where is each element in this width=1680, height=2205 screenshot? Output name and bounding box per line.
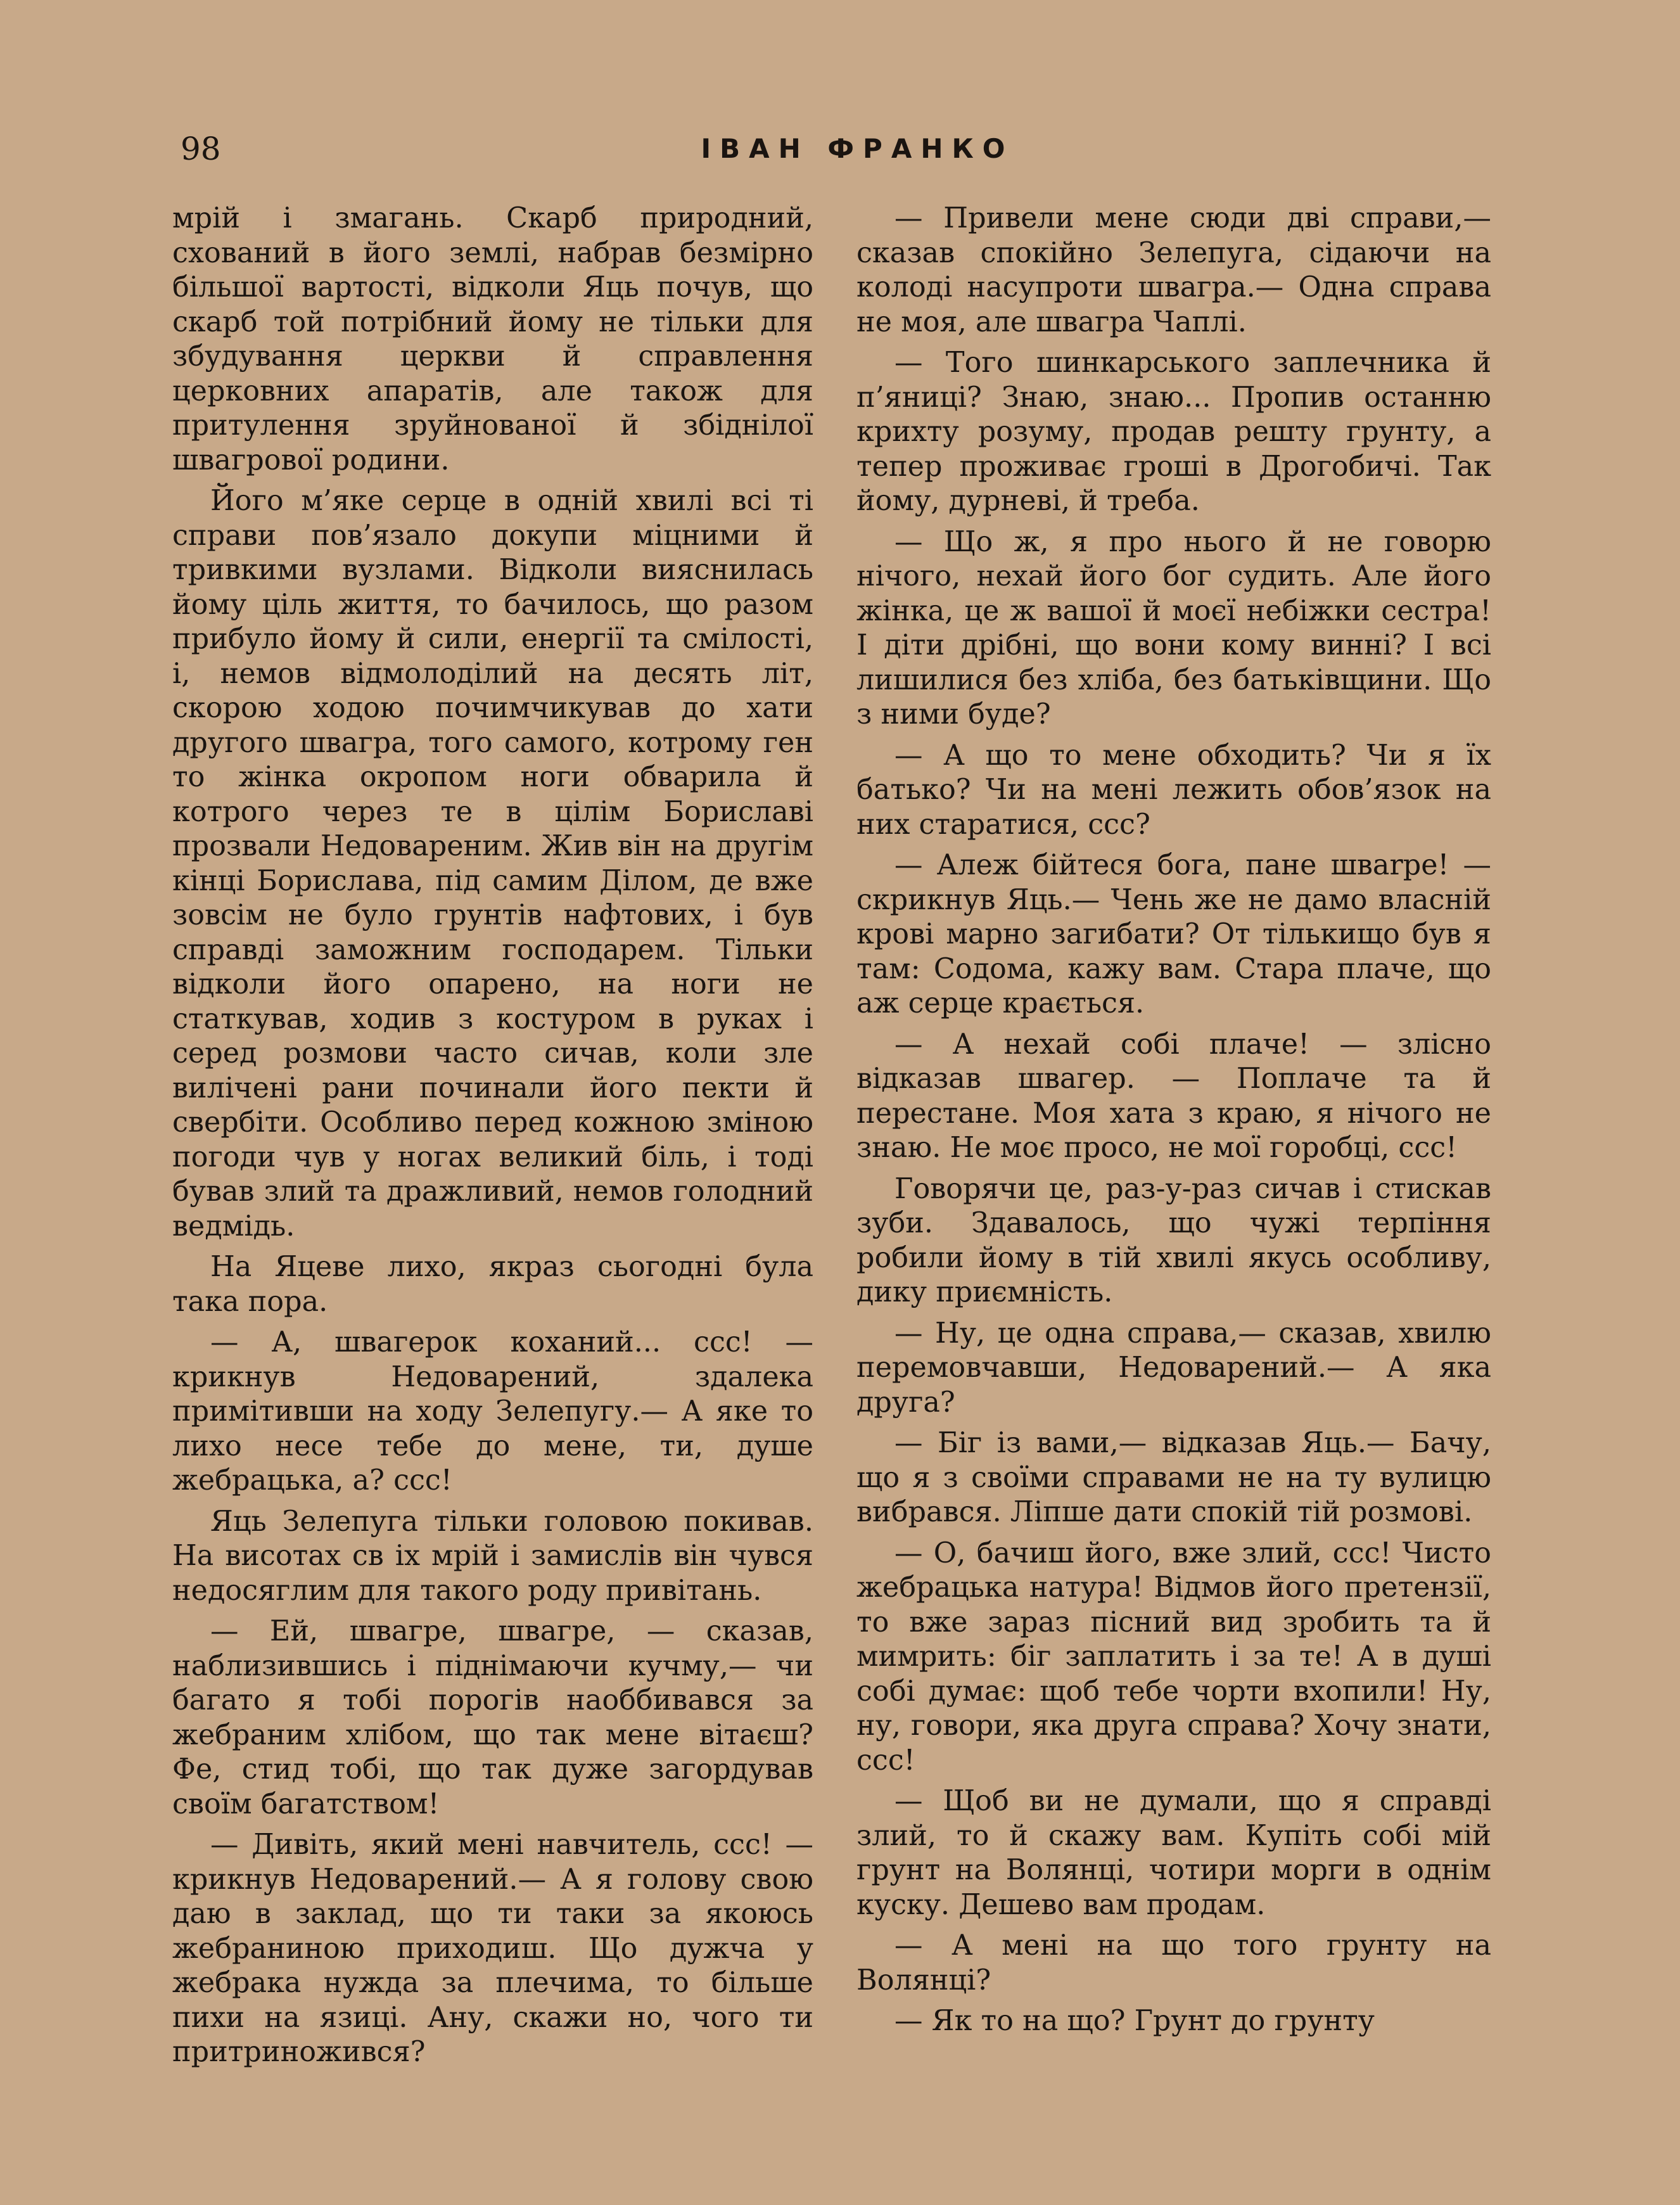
paragraph: Його м’яке серце в одній хвилі всі ті справи пов’язало докупи міцними й тривкими вузлами. Відколи вияснилась йому ціль життя, то бачилось, що разом прибуло йому й сили, енергії та смілості, і, немов відмолоділий на десять літ, скорою ходою почимчикував до хати другого швагра, того самого, котрому ген то жінка окропом ноги обварила й котрого через те в цілім Бориславі прозвали Недовареним. Жив він на другім кінці Борислава, під самим Ділом, де вже зовсім не було грунтів нафтових, і був справді заможним господарем. Тільки відколи його опарено, на ноги не статкував, ходив з костуром в руках і серед розмови часто сичав, коли зле вилічені рани починали його пекти й свербіти. Особливо перед кожною зміною погоди чув у ногах великий біль, і тоді бував злий та дражливий, немов голодний ведмідь. — [172, 485, 813, 1243]
paragraph: — Того шинкарського заплечника й п’яниці? Знаю, знаю... Пропив останню крихту розуму, продав решту грунту, а тепер проживає гроші в Дрогобичі. Так йому, дурневі, й треба. — [856, 347, 1491, 517]
paragraph: — О, бачиш його, вже злий, ссс! Чисто жебрацька натура! Відмов його претензії, то вже зараз пісний вид зробить та й мимрить: біг заплатить і за те! А в душі собі думає: щоб тебе чорти вхопили! Ну, ну, говори, яка друга справа? Хочу знати, ссс! — [856, 1537, 1491, 1777]
paragraph: — Ну, це одна справа,— сказав, хвилю перемовчавши, Недоварений.— А яка друга? — [856, 1317, 1491, 1419]
paragraph: — Як то на що? Грунт до грунту — [894, 2005, 1375, 2037]
paragraph: — Ей, швагре, швагре, — сказав, наблизившись і піднімаючи кучму,— чи багато я тобі порогів наоббивався за жебраним хлібом, що так мене вітаєш? Фе, стид тобі, що так дуже загордував своїм багатством! — [172, 1615, 813, 1820]
paragraph: Яць Зелепуга тільки головою покивав. На висотах св іх мрій і замислів він чувся недосяглим для такого роду привітань. — [172, 1505, 813, 1607]
paragraph: — Дивіть, який мені навчитель, ссс! — крикнув Недоварений.— А я голову свою даю в заклад, що ти таки за якоюсь жебраниною приходиш. Що дужча у жебрака нужда за плечима, то більше пихи на язиці. Ану, скажи но, чого ти притриножився? — [172, 1829, 813, 2068]
left-column — [172, 201, 813, 2076]
paragraph: — Біг із вами,— відказав Яць.— Бачу, що я з своїми справами не на ту вулицю вибрався. Лiпше дати спокій тій розмові. — [856, 1427, 1491, 1528]
paragraph: Говорячи це, раз-у-раз сичав і стискав зуби. Здавалось, що чужі терпіння робили йому в тій хвилі якусь особливу, дику приємність. — [856, 1172, 1491, 1308]
paragraph: мрій і змагань. Скарб природний, схований в його землі, набрав безмірно більшої вартості, відколи Яць почув, що скарб той потрібний йому не тільки для збудування церкви й справлення церковних апаратів, але також для притулення зруйнованої й збіднілої швагрової родини. — [172, 202, 813, 476]
page-header — [181, 127, 1534, 177]
paragraph: — А мені на що того грунту на Волянці? — [856, 1929, 1491, 1997]
paragraph: — Привели мене сюди дві справи,— сказав спокійно Зелепуга, сідаючи на колоді насупроти швагра.— Одна справа не моя, але швагра Чаплі. — [856, 202, 1491, 338]
right-column — [856, 201, 1491, 2045]
running-title: ІВАН ФРАНКО — [701, 133, 1014, 164]
paragraph: На Яцеве лихо, якраз сьогодні була така пора. — [172, 1251, 813, 1318]
paragraph: — Щоб ви не думали, що я справді злий, то й скажу вам. Купіть собі мій грунт на Волянці, чотири морги в однім куску. Дешево вам продам. — [856, 1785, 1491, 1921]
paragraph: — А що то мене обходить? Чи я їх батько? Чи на мені лежить обов’язок на них старатися, ссс? — [856, 739, 1491, 841]
paragraph: — А нехай собі плаче! — злісно відказав швагер. — Поплаче та й перестане. Моя хата з краю, я нічого не знаю. Не моє просо, не мої горобці, ссс! — [856, 1028, 1491, 1164]
paragraph: — Алеж бійтеся бога, пане шваrре! — скрикнув Яць.— Чень же не дамо власній крові марно загибати? От тількищо був я там: Содома, кажу вам. Стара плаче, що аж серце крається. — [856, 849, 1491, 1019]
paragraph: — Що ж, я про нього й не говорю нічого, нехай його бог судить. Але його жінка, це ж вашої й моєї небіжки сестра! І діти дрібні, що вони кому винні? І всі лишилися без хліба, без батьківщини. Що з ними буде? — [856, 525, 1491, 731]
paragraph: — А, швагерок коханий... ссс! — крикнув Недоварений, здалека примітивши на ходу Зелепугу.— А яке то лихо несе тебе до мене, ти, душе жебрацька, а? ссс! — [172, 1326, 813, 1497]
page-number: 98 — [181, 131, 221, 167]
